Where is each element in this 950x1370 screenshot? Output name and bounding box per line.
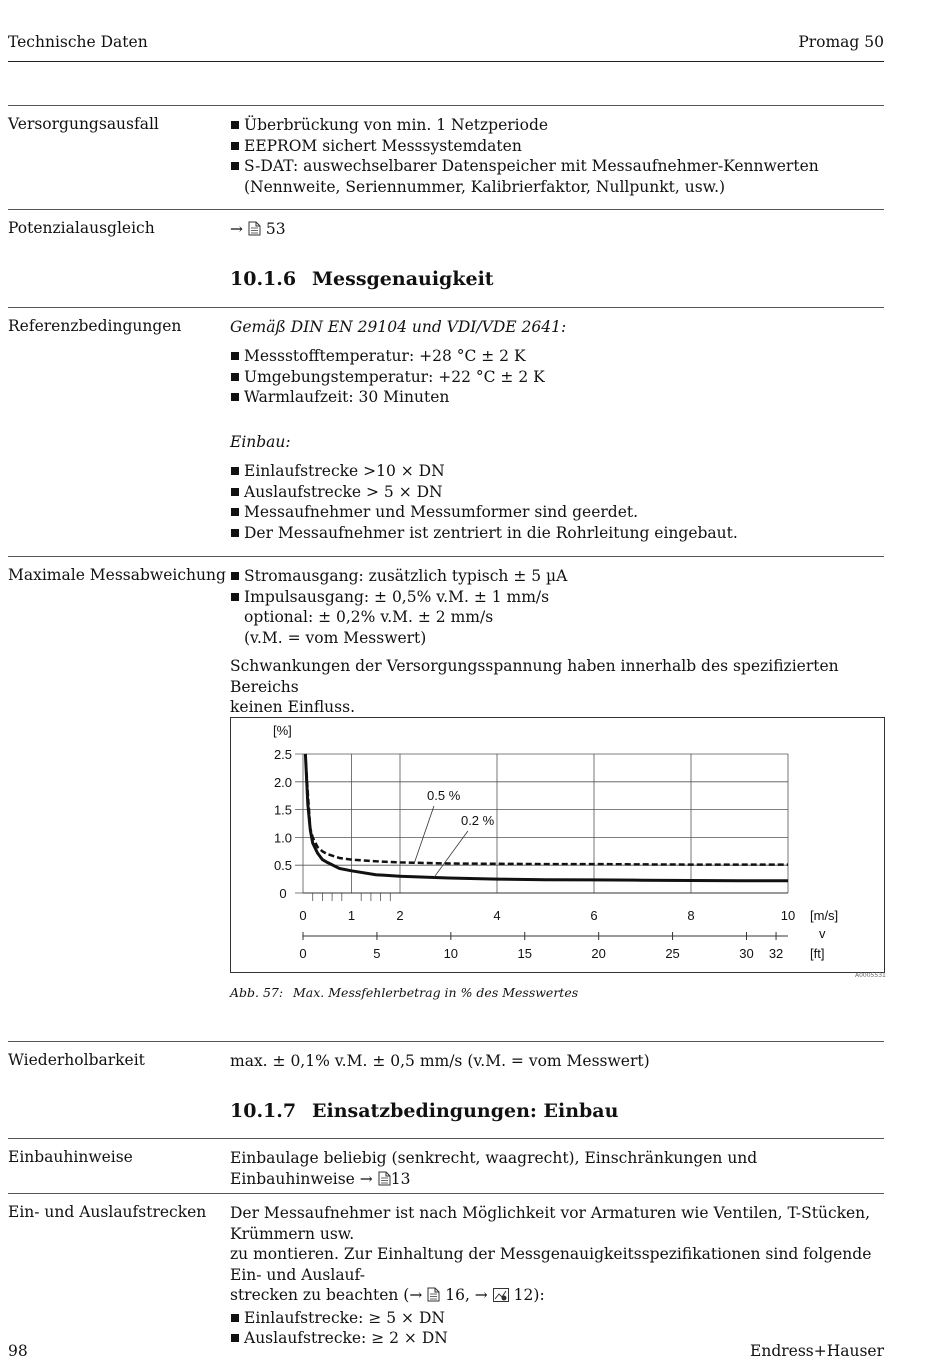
accuracy-chart-svg	[231, 718, 884, 972]
chart-x-tick-label-ft: 15	[517, 946, 532, 961]
chart-series-label: 0.5 %	[427, 788, 461, 803]
section-number: 10.1.6	[230, 268, 297, 290]
figure-caption	[230, 985, 578, 1000]
row-divider	[8, 1193, 884, 1194]
chart-x-unit-ms: [m/s]	[810, 908, 839, 923]
page-number: 98	[8, 1342, 28, 1360]
chart-leader-line	[434, 831, 468, 877]
figure-reference-icon	[493, 1287, 509, 1308]
figure-number: Abb. 57:	[230, 985, 284, 1000]
page-reference-icon	[378, 1171, 391, 1192]
figure-code: A0005531	[855, 972, 886, 979]
page-header-left: Technische Daten	[8, 33, 148, 51]
row-divider	[8, 105, 884, 106]
accuracy-chart	[230, 717, 885, 973]
header-rule	[8, 61, 884, 62]
list-item: Umgebungstemperatur: +22 °C ± 2 K	[230, 367, 886, 388]
paragraph-line: zu montieren. Zur Einhaltung der Messgenauigkeitsspezifikationen sind folgende Ein- und Auslauf-	[230, 1245, 872, 1284]
chart-x-tick-label-ft: 25	[665, 946, 680, 961]
chart-x-tick-label-ms: 0	[299, 908, 307, 923]
einbau-list	[230, 461, 886, 543]
list-item: S-DAT: auswechselbarer Datenspeicher mit Messaufnehmer-Kennwerten	[230, 156, 886, 177]
row-label-versorgungsausfall: Versorgungsausfall	[8, 115, 159, 133]
paragraph-line: Schwankungen der Versorgungsspannung haben innerhalb des spezifizierten Bereichs	[230, 657, 839, 696]
versorgungsausfall-content	[230, 115, 886, 197]
list-item: Impulsausgang: ± 0,5% v.M. ± 1 mm/s	[230, 587, 886, 608]
list-item-continuation: (Nennweite, Seriennummer, Kalibrierfaktor, Nullpunkt, usw.)	[244, 177, 726, 196]
list-item: Auslaufstrecke: ≥ 2 × DN	[230, 1328, 886, 1349]
referenz-intro: Gemäß DIN EN 29104 und VDI/VDE 2641:	[230, 318, 567, 336]
row-label-einbauhinweise: Einbauhinweise	[8, 1148, 133, 1166]
paragraph-line: keinen Einfluss.	[230, 698, 355, 716]
chart-y-tick-label: 2.5	[273, 747, 293, 762]
einbau-title: Einbau:	[230, 433, 291, 451]
chart-x-tick-label-ft: 30	[739, 946, 754, 961]
chart-y-tick-label: 2.0	[273, 774, 293, 790]
chart-x-unit-ft: [ft]	[810, 946, 825, 961]
section-heading-einsatzbedingungen	[230, 1100, 618, 1122]
row-label-referenzbedingungen: Referenzbedingungen	[8, 317, 182, 335]
row-divider	[8, 307, 884, 308]
section-heading-messgenauigkeit	[230, 268, 494, 290]
page-reference-link[interactable]: 13	[390, 1169, 411, 1188]
row-label-potenzialausgleich: Potenzialausgleich	[8, 219, 155, 237]
paragraph-line	[230, 1285, 886, 1308]
list-item: Messstofftemperatur: +28 °C ± 2 K	[230, 346, 886, 367]
list-item-continuation: optional: ± 0,2% v.M. ± 2 mm/s	[244, 608, 494, 626]
chart-x-tick-label-ms: 10	[780, 908, 796, 923]
maximale-list	[230, 566, 886, 607]
chart-y-tick-label: 1.5	[273, 802, 293, 818]
chart-x-variable: v	[819, 926, 826, 941]
list-item: Überbrückung von min. 1 Netzperiode	[230, 115, 886, 136]
list-item: Der Messaufnehmer ist zentriert in die Rohrleitung eingebaut.	[230, 523, 886, 544]
chart-x-tick-label-ft: 0	[299, 946, 307, 961]
row-label-wiederholbarkeit: Wiederholbarkeit	[8, 1051, 145, 1069]
chart-x-tick-label-ft: 10	[443, 946, 459, 961]
chart-x-tick-label-ft: 32	[768, 946, 784, 961]
arrow-right-icon: →	[230, 220, 243, 238]
einbauhinweise-content	[230, 1148, 886, 1191]
chart-series-label: 0.2 %	[460, 813, 495, 828]
section-title: Messgenauigkeit	[312, 268, 494, 290]
maximale-content	[230, 566, 886, 648]
row-divider	[8, 1041, 884, 1042]
list-item: Einlaufstrecke >10 × DN	[230, 461, 886, 482]
page-footer-brand: Endress+Hauser	[750, 1342, 884, 1360]
page-reference-icon	[427, 1287, 440, 1308]
maximale-paragraph	[230, 656, 886, 718]
figure-caption-text: Max. Messfehlerbetrag in % des Messwertes	[293, 985, 579, 1000]
row-label-einlaufstrecken: Ein- und Auslaufstrecken	[8, 1203, 207, 1221]
list-item: Messaufnehmer und Messumformer sind geerdet.	[230, 502, 886, 523]
chart-x-tick-label-ft: 5	[373, 946, 381, 961]
wiederholbarkeit-text: max. ± 0,1% v.M. ± 0,5 mm/s (v.M. = vom Messwert)	[230, 1052, 650, 1070]
row-divider	[8, 209, 884, 210]
section-title: Einsatzbedingungen: Einbau	[312, 1100, 619, 1122]
row-divider	[8, 1138, 884, 1139]
einbauhinweise-text: Einbaulage beliebig (senkrecht, waagrecht), Einschränkungen und Einbauhinweise →	[230, 1149, 758, 1188]
chart-y-tick-label: 0	[279, 886, 287, 901]
chart-x-tick-label-ms: 2	[396, 908, 404, 923]
page-reference-link[interactable]: 53	[265, 220, 286, 238]
chart-y-tick-label: 1.0	[273, 830, 293, 846]
list-item-continuation: (v.M. = vom Messwert)	[244, 628, 427, 647]
referenz-content	[230, 346, 886, 408]
row-divider	[8, 556, 884, 557]
chart-x-tick-label-ms: 1	[347, 908, 356, 923]
list-item: Stromausgang: zusätzlich typisch ± 5 µA	[230, 566, 886, 587]
row-label-maximale-messabweichung: Maximale Messabweichung	[8, 566, 226, 584]
page-reference-icon	[248, 221, 261, 242]
chart-y-tick-label: 0.5	[273, 858, 293, 874]
chart-x-tick-label-ft: 20	[591, 946, 606, 961]
page-header-right: Promag 50	[798, 33, 884, 51]
potenzialausgleich-content	[230, 219, 886, 242]
versorgungsausfall-list	[230, 115, 886, 177]
einlaufstrecken-content	[230, 1203, 886, 1349]
list-item: Warmlaufzeit: 30 Minuten	[230, 387, 886, 408]
list-item: Auslaufstrecke > 5 × DN	[230, 482, 886, 503]
section-number: 10.1.7	[230, 1100, 297, 1122]
chart-x-tick-label-ms: 4	[493, 908, 501, 923]
referenz-list	[230, 346, 886, 408]
chart-leader-line	[415, 806, 434, 862]
paragraph-text: strecken zu beachten (→	[230, 1286, 423, 1304]
list-item: Einlaufstrecke: ≥ 5 × DN	[230, 1308, 886, 1329]
list-item: EEPROM sichert Messsystemdaten	[230, 136, 886, 157]
paragraph-line: Der Messaufnehmer ist nach Möglichkeit vor Armaturen wie Ventilen, T-Stücken, Krümmern usw.	[230, 1204, 871, 1243]
paragraph-text: 16, →	[445, 1286, 488, 1304]
chart-x-tick-label-ms: 6	[590, 908, 598, 923]
chart-x-tick-label-ms: 8	[687, 908, 695, 923]
einbau-content	[230, 461, 886, 543]
chart-y-unit-label: [%]	[273, 723, 292, 738]
paragraph-text: 12):	[513, 1286, 545, 1304]
